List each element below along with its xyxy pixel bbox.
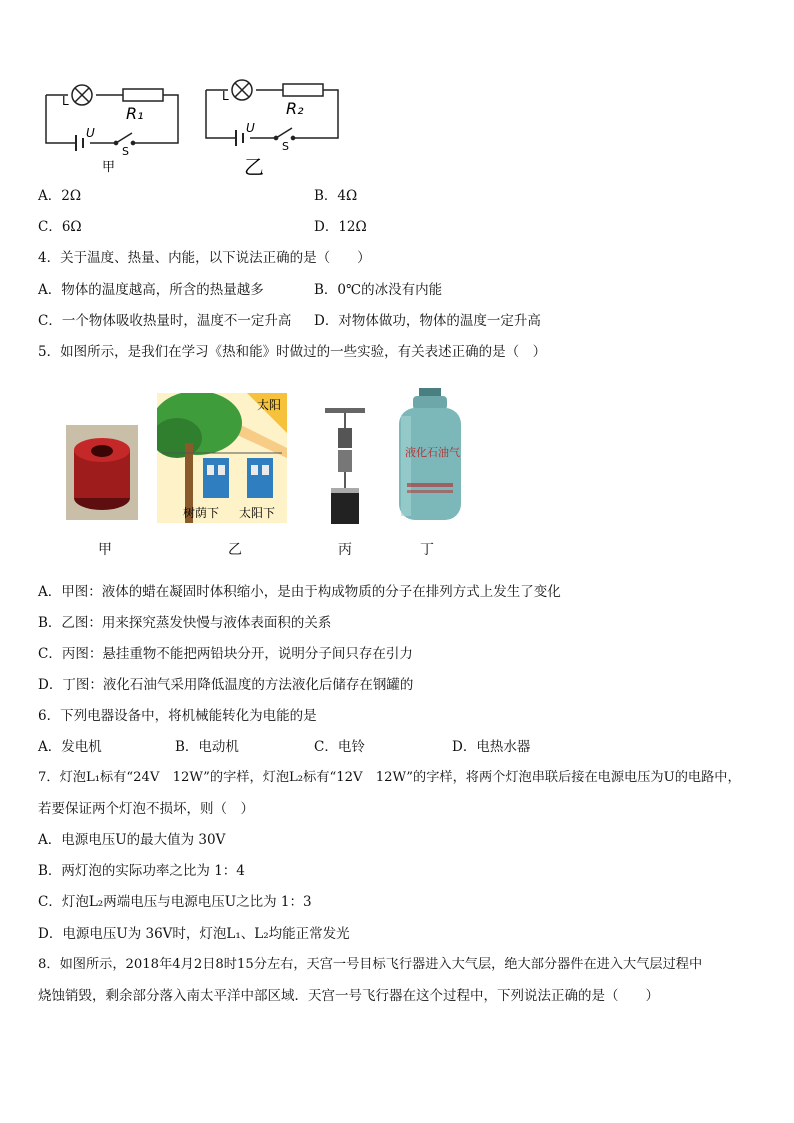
q7-option-d: D．电源电压U为 36V时，灯泡L₁、L₂均能正常发光 [38,926,350,942]
q7-stem-line2: 若要保证两个灯泡不损坏，则（ ） [38,801,254,817]
circuit-left-resistor-label: R₁ [126,104,144,123]
circuit-left-switch-label: S [122,145,129,158]
circuit-diagrams [38,75,378,180]
q6-option-c: C．电铃 [314,739,365,755]
q7-option-b: B．两灯泡的实际功率之比为 1：4 [38,863,245,879]
q5-figure-yi [157,393,287,523]
circuit-right-caption: 乙 [244,155,264,179]
q6-option-d: D．电热水器 [452,739,531,755]
q5-figure-bing [325,408,365,528]
circuit-right-source-label: U [246,121,255,135]
q5-caption-jia: 甲 [98,542,112,558]
q8-stem-line2: 烧蚀销毁，剩余部分落入南太平洋中部区域．天宫一号飞行器在这个过程中，下列说法正确的是（ ） [38,988,659,1004]
circuit-right-switch-label: S [282,140,289,153]
circuit-left-source-label: U [86,126,95,140]
sun-label: 太阳 [257,398,282,412]
circuit-right-lamp-label: L [222,89,229,103]
lpg-label: 液化石油气 [405,446,460,459]
q8-stem-line1: 8．如图所示，2018年4月2日8时15分左右，天宫一号目标飞行器进入大气层，绝大部分器件在进入大气层过程中 [38,957,703,972]
q5-option-b: B．乙图：用来探究蒸发快慢与液体表面积的关系 [38,615,332,631]
q5-option-a: A．甲图：液体的蜡在凝固时体积缩小，是由于构成物质的分子在排列方式上发生了变化 [38,584,561,600]
q4-option-a: A．物体的温度越高，所含的热量越多 [38,282,264,298]
q6-stem: 6．下列电器设备中，将机械能转化为电能的是 [38,708,317,724]
q4-option-c: C．一个物体吸收热量时，温度不一定升高 [38,313,292,329]
q5-option-d: D．丁图：液化石油气采用降低温度的方法液化后储存在钢罐的 [38,677,414,693]
sunlit-label: 太阳下 [239,506,276,520]
q7-option-c: C．灯泡L₂两端电压与电源电压U之比为 1：3 [38,894,312,910]
circuit-left-caption: 甲 [102,160,116,175]
q5-figure-ding [395,388,465,528]
q6-option-a: A．发电机 [38,739,102,755]
q6-option-b: B．电动机 [175,739,239,755]
q4-stem: 4．关于温度、热量、内能，以下说法正确的是（ ） [38,250,371,266]
q5-figure-jia [66,425,138,520]
q3-option-d: D．12Ω [314,219,367,235]
q4-option-b: B．0℃的冰没有内能 [314,282,443,298]
q4-option-d: D．对物体做功，物体的温度一定升高 [314,313,541,329]
q5-caption-ding: 丁 [420,542,434,558]
q5-caption-bing: 丙 [338,542,352,558]
q7-stem-line1: 7．灯泡L₁标有“24V 12W”的字样，灯泡L₂标有“12V 12W”的字样，将两个灯泡串联后接在电源电压为U的电路中， [38,770,741,785]
q3-option-b: B．4Ω [314,188,358,204]
q7-option-a: A．电源电压U的最大值为 30V [38,832,226,848]
q5-stem: 5．如图所示，是我们在学习《热和能》时做过的一些实验，有关表述正确的是（ ） [38,344,547,360]
shade-label: 树荫下 [183,506,220,520]
q5-option-c: C．丙图：悬挂重物不能把两铅块分开，说明分子间只存在引力 [38,646,413,662]
q3-option-a: A．2Ω [38,188,82,204]
circuit-left-lamp-label: L [62,94,69,108]
q5-caption-yi: 乙 [228,542,242,558]
circuit-right-resistor-label: R₂ [286,99,304,118]
q3-option-c: C．6Ω [38,219,82,235]
